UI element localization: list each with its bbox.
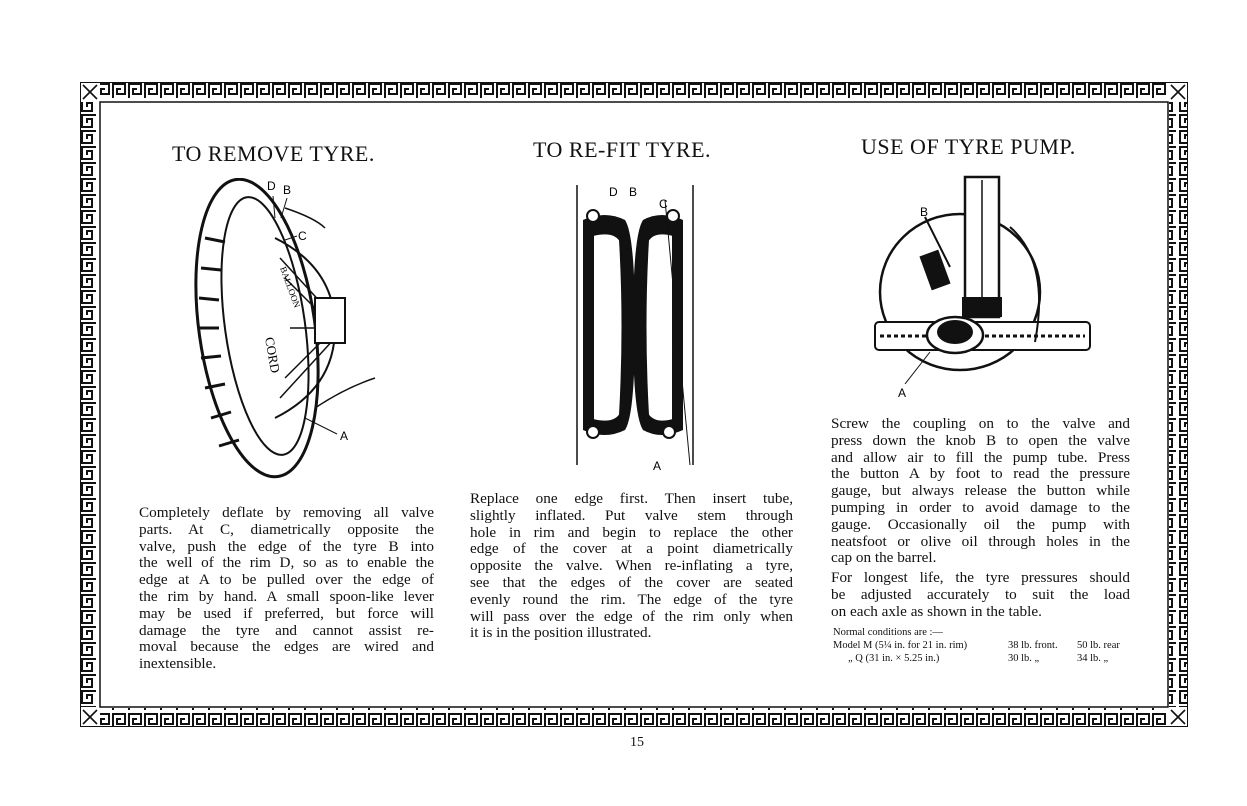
text-line: be adjusted accurately to suit the load (831, 585, 1130, 603)
text-line: the button A by foot to read the pressure (831, 465, 1130, 483)
text-line: parts. At C, diametrically opposite the (139, 520, 434, 538)
text-line: Screw the coupling on to the valve and (831, 415, 1130, 432)
text-line: it is in the position illustrated. (470, 624, 652, 642)
label-c: C (659, 197, 668, 211)
label-d: D (609, 185, 618, 199)
text-line: edge of the cover at a point diametrically (470, 540, 793, 558)
tyre-text-balloon: BALLOON (278, 265, 303, 310)
text-line: moval because the edges are wired and (139, 638, 434, 656)
tyre-pump-text (831, 416, 1130, 567)
tyre-text-cord: CORD (262, 335, 284, 375)
remove-tyre-illustration (185, 178, 395, 508)
refit-tyre-illustration (565, 180, 705, 475)
label-b: B (629, 185, 638, 199)
refit-tyre-heading: TO RE-FIT TYRE. (533, 137, 712, 162)
page-number: 15 (630, 735, 644, 750)
tyre-pump-illustration (870, 172, 1100, 402)
text-line: slightly inflated. Put valve stem through (470, 506, 793, 524)
label-a: A (653, 459, 662, 473)
label-d: D (267, 179, 276, 193)
text-line: see that the edges of the cover are seated (470, 573, 793, 591)
text-line: hole in rim and begin to replace the other (470, 523, 793, 541)
normal-conditions-label: Normal conditions are :— (833, 627, 943, 638)
label-c: C (298, 229, 307, 243)
pressure-row-model-q: „ Q (31 in. × 5.25 in.) (848, 653, 940, 664)
tyre-pressure-text (831, 570, 1130, 620)
label-b: B (283, 183, 292, 197)
text-line: damage the tyre and cannot assist re- (139, 621, 434, 639)
pressure-row-model-m: Model M (5¼ in. for 21 in. rim) (833, 640, 968, 651)
label-a: A (340, 429, 349, 443)
text-line: inextensible. (139, 655, 217, 673)
pressure-row-model-m-rear: 50 lb. rear (1077, 640, 1120, 651)
remove-tyre-text (139, 505, 434, 673)
text-line: and allow air to fill the pump tube. Press (831, 448, 1130, 466)
refit-tyre-text (470, 491, 793, 642)
label-a: A (898, 386, 907, 400)
pressure-row-model-m-front: 38 lb. front. (1008, 640, 1058, 651)
text-line: press down the knob B to open the valve (831, 431, 1130, 449)
text-line: neatsfoot or olive oil through holes in the (831, 532, 1130, 550)
pressure-row-model-q-front: 30 lb. „ (1008, 653, 1040, 664)
text-line: cap on the barrel. (831, 549, 937, 567)
text-line: evenly round the rim. The edge of the tyre (470, 590, 793, 608)
text-line: For longest life, the tyre pressures should (831, 569, 1130, 586)
text-line: gauge, but always release the button while (831, 482, 1130, 500)
text-line: on each axle as shown in the table. (831, 602, 1042, 620)
text-line: the rim by hand. A small spoon-like lever (139, 587, 434, 605)
label-b: B (920, 205, 929, 219)
text-line: pumping in order to avoid damage to the (831, 498, 1130, 516)
text-line: gauge. Occasionally oil the pump with (831, 515, 1130, 533)
text-line: may be used if preferred, but force will (139, 604, 434, 622)
text-line: edge at A to be pulled over the edge of (139, 571, 434, 589)
text-line: Completely deflate by removing all valve (139, 504, 434, 521)
text-line: valve, push the edge of the tyre B into (139, 537, 434, 555)
remove-tyre-heading: TO REMOVE TYRE. (172, 141, 375, 166)
pressure-row-model-q-rear: 34 lb. „ (1077, 653, 1109, 664)
text-line: Replace one edge first. Then insert tube, (470, 490, 793, 507)
text-line: the well of the rim D, so as to enable the (139, 554, 434, 572)
text-line: will pass over the edge of the rim only when (470, 607, 793, 625)
tyre-pump-heading: USE OF TYRE PUMP. (861, 134, 1076, 159)
text-line: opposite the valve. When re-inflating a tyre, (470, 557, 793, 575)
